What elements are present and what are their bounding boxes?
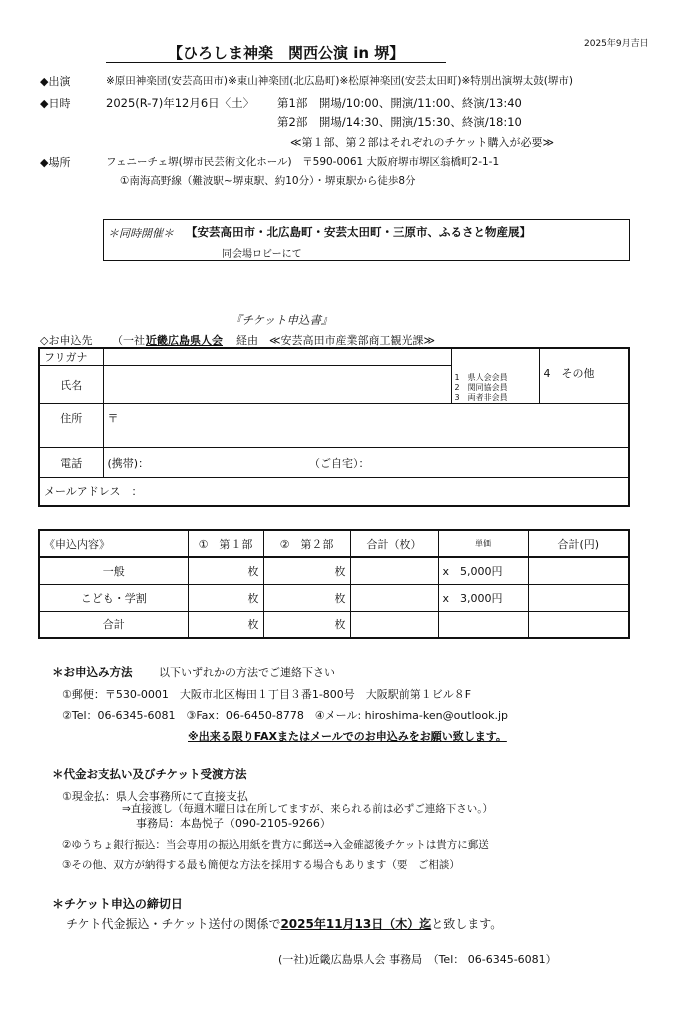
row-label-general: 一般 — [39, 557, 188, 584]
furigana-field[interactable] — [103, 348, 451, 366]
venue-label: ◆場所 — [40, 156, 71, 169]
total-total-count-field[interactable] — [350, 611, 438, 638]
member-option-1[interactable]: 1 県人会会員 — [454, 373, 508, 382]
name-label: 氏名 — [39, 366, 103, 404]
how-to-apply-note: 以下いずれかの方法でご連絡下さい — [159, 666, 335, 679]
performers-label: ◆出演 — [40, 75, 71, 88]
venue-name: フェニーチェ堺(堺市民芸術文化ホール) 〒590-0061 大阪府堺市堺区翁橋町2-1-1 — [106, 156, 500, 168]
deadline-heading: ＊チケット申込の締切日 — [52, 897, 183, 911]
concurrent-event-label: ＊同時開催＊ — [108, 227, 174, 240]
schedule-note: ≪第１部、第２部はそれぞれのチケット購入が必要≫ — [290, 136, 555, 149]
schedule-date: 2025(R-7)年12月6日〈土〉 — [106, 96, 255, 110]
member-option-3[interactable]: 3 両者非会員 — [454, 393, 508, 402]
apply-request: ※出来る限りFAXまたはメールでのお申込みをお願い致します。 — [188, 730, 507, 743]
general-total-yen-field[interactable] — [528, 557, 629, 584]
table-row — [39, 557, 629, 584]
how-to-apply-heading: ＊お申込み方法 — [52, 665, 133, 679]
apply-to-org-name: 近畿広島県人会 — [146, 334, 223, 347]
deadline-text — [66, 915, 502, 932]
payment-other: ③その他、双方が納得する最も簡便な方法を採用する場合もあります（要 ご相談） — [62, 859, 460, 871]
phone-label: 電話 — [39, 448, 103, 478]
general-part2-field[interactable]: 枚 — [263, 557, 350, 584]
payment-office: 事務局：本島悦子（090-2105-9266） — [136, 817, 331, 830]
child-part1-field[interactable]: 枚 — [188, 584, 263, 611]
total-part2-field[interactable]: 枚 — [263, 611, 350, 638]
general-total-count-field[interactable] — [350, 557, 438, 584]
total-unit-price — [438, 611, 528, 638]
performers-text: ※原田神楽団(安芸高田市)※東山神楽団(北広島町)※松原神楽団(安芸太田町)※特別出演堺太鼓(堺市) — [106, 75, 573, 87]
payment-heading: ＊代金お支払い及びチケット受渡方法 — [52, 767, 247, 781]
general-unit-price: x 5,000円 — [438, 557, 528, 584]
total-part1-field[interactable]: 枚 — [188, 611, 263, 638]
address-label: 住所 — [39, 404, 103, 448]
order-header-total-count: 合計（枚） — [350, 530, 438, 557]
member-option-4[interactable]: 4 その他 — [539, 348, 629, 404]
order-header-part1: ① 第１部 — [188, 530, 263, 557]
apply-to-org: （一社） — [112, 334, 156, 347]
member-option-2[interactable]: 2 関同協会員 — [454, 383, 508, 392]
order-header-content: 《申込内容》 — [39, 530, 188, 557]
concurrent-event-place: 同会場ロビーにて — [222, 249, 302, 260]
apply-contacts: ②Tel：06-6345-6081 ③Fax：06-6450-8778 ④メール: hiroshima-ken@outlook.jp — [62, 709, 509, 722]
concurrent-event-title: 【安芸高田市・北広島町・安芸太田町・三原市、ふるさと物産展】 — [186, 225, 531, 239]
child-total-yen-field[interactable] — [528, 584, 629, 611]
deadline-text-after: と致します。 — [431, 917, 503, 931]
issue-date: 2025年9月吉日 — [584, 39, 649, 49]
child-part2-field[interactable]: 枚 — [263, 584, 350, 611]
order-header-part2: ② 第２部 — [263, 530, 350, 557]
venue-access: ①南海高野線（難波駅~堺東駅、約10分）・堺東駅から徒歩8分 — [120, 175, 416, 187]
row-label-child: こども・学割 — [39, 584, 188, 611]
table-row — [39, 584, 629, 611]
applicant-form-table — [38, 347, 630, 507]
child-total-count-field[interactable] — [350, 584, 438, 611]
apply-mail: ①郵便：〒530-0001 大阪市北区梅田１丁目３番1-800号 大阪駅前第１ビル８F — [62, 688, 472, 701]
deadline-date: 2025年11月13日（木）迄 — [280, 917, 432, 931]
mobile-label: (携帯)： — [107, 456, 150, 470]
page-title: 【ひろしま神楽 関西公演 in 堺】 — [168, 44, 405, 62]
order-header-unit-price: 単価 — [438, 530, 528, 557]
apply-to-label: ◇お申込先 — [40, 334, 93, 347]
table-row — [39, 611, 629, 638]
schedule-label: ◆日時 — [40, 97, 71, 110]
name-field[interactable] — [103, 366, 451, 404]
form-title: 『チケット申込書』 — [230, 313, 333, 327]
total-total-yen-field[interactable] — [528, 611, 629, 638]
payment-cash: ①現金払：県人会事務所にて直接支払 — [62, 790, 248, 803]
home-phone-label: （ご自宅）： — [309, 456, 370, 470]
furigana-label: フリガナ — [39, 348, 103, 366]
child-unit-price: x 3,000円 — [438, 584, 528, 611]
payment-bank: ②ゆうちょ銀行振込：当会専用の振込用紙を貴方に郵送⇒入金確認後チケットは貴方に郵送 — [62, 839, 489, 851]
deadline-text-before: チケト代金振込・チケット送付の関係で — [66, 917, 281, 931]
phone-field[interactable] — [103, 448, 629, 478]
order-header-total-yen: 合計(円) — [528, 530, 629, 557]
schedule-part2: 第2部 開場/14:30、開演/15:30、終演/18:10 — [277, 115, 522, 129]
apply-to-via: 経由 ≪安芸高田市産業部商工観光課≫ — [236, 334, 436, 347]
title-underline — [106, 62, 446, 63]
address-field[interactable]: 〒 — [103, 404, 629, 448]
row-label-total: 合計 — [39, 611, 188, 638]
schedule-part1: 第1部 開場/10:00、開演/11:00、終演/13:40 — [277, 96, 522, 110]
general-part1-field[interactable]: 枚 — [188, 557, 263, 584]
member-options[interactable] — [451, 348, 539, 404]
order-table — [38, 529, 630, 639]
footer-contact: (一社)近畿広島県人会 事務局 （Tel： 06-6345-6081） — [278, 953, 557, 966]
email-field[interactable]: メールアドレス ： — [39, 478, 629, 506]
payment-cash-detail: ⇒直接渡し（毎週木曜日は在所してますが、来られる前は必ずご連絡下さい。） — [122, 803, 494, 815]
